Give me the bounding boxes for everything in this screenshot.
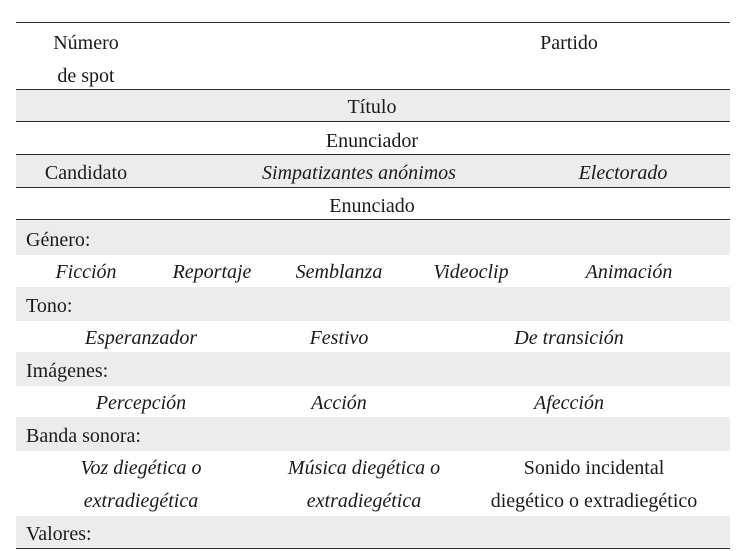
- images-option-affection: Afección: [534, 392, 604, 414]
- tone-option-hopeful: Esperanzador: [84, 327, 198, 349]
- rule-after-statement: [16, 219, 730, 220]
- rule-after-enunciator-options: [16, 187, 730, 188]
- soundtrack-option-incidental-sound-line-2: diegético o extradiegético: [490, 490, 698, 512]
- tone-label: Tono:: [26, 295, 73, 317]
- soundtrack-option-voice-line-1: Voz diegética o: [80, 457, 202, 479]
- enunciator-option-candidate: Candidato: [44, 162, 128, 184]
- tone-option-transitional: De transición: [514, 327, 624, 349]
- values-label: Valores:: [26, 523, 92, 545]
- rule-after-header: [16, 89, 730, 90]
- soundtrack-option-music-line-2: extradiegética: [306, 490, 422, 512]
- images-label-band: [16, 352, 730, 386]
- genre-option-animation: Animación: [585, 261, 673, 283]
- values-label-band: [16, 516, 730, 548]
- genre-option-report: Reportaje: [172, 261, 252, 283]
- rule-after-title: [16, 121, 730, 122]
- tone-option-festive: Festivo: [309, 327, 369, 349]
- soundtrack-option-music-line-1: Música diegética o: [287, 457, 441, 479]
- images-option-action: Acción: [311, 392, 367, 414]
- rule-after-enunciator: [16, 154, 730, 155]
- genre-label: Género:: [26, 229, 91, 251]
- table-bottom-rule: [16, 548, 730, 549]
- soundtrack-option-voice-line-2: extradiegética: [83, 490, 199, 512]
- soundtrack-label: Banda sonora:: [26, 425, 141, 447]
- genre-label-band: [16, 220, 730, 255]
- party-label: Partido: [540, 32, 598, 54]
- genre-option-fiction: Ficción: [55, 261, 117, 283]
- soundtrack-option-incidental-sound-line-1: Sonido incidental: [523, 457, 665, 479]
- title-label: Título: [347, 96, 397, 118]
- enunciator-option-anonymous-supporters: Simpatizantes anónimos: [262, 162, 456, 184]
- tone-label-band: [16, 287, 730, 321]
- table-top-rule: [16, 22, 730, 23]
- spot-number-label-line-2: de spot: [57, 65, 115, 87]
- genre-option-profile: Semblanza: [295, 261, 383, 283]
- images-label: Imágenes:: [26, 360, 109, 382]
- spot-number-label-line-1: Número: [53, 32, 119, 54]
- statement-label: Enunciado: [329, 195, 415, 217]
- genre-option-videoclip: Videoclip: [433, 261, 509, 283]
- enunciator-label: Enunciador: [325, 130, 419, 152]
- enunciator-option-electorate: Electorado: [578, 162, 668, 184]
- images-option-perception: Percepción: [95, 392, 187, 414]
